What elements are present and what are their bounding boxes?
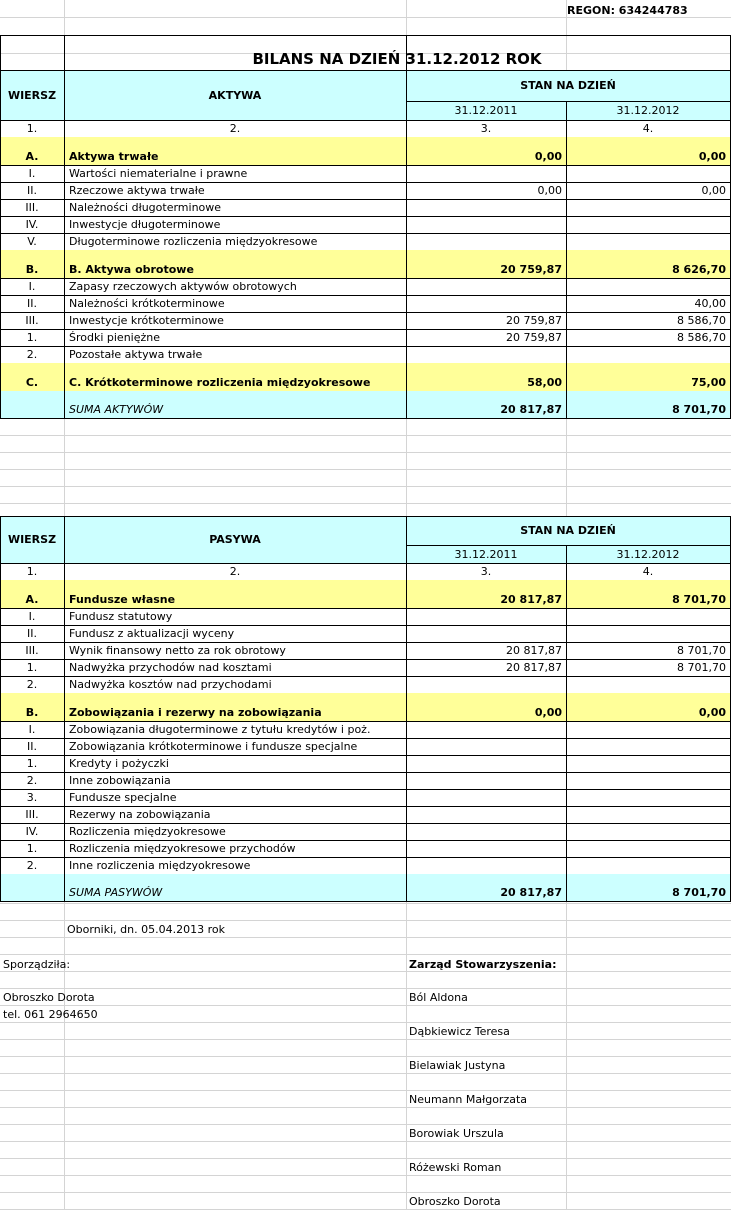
aktywa-row-value-2011 (406, 199, 566, 216)
pasywa-row-number: I. (28, 610, 36, 623)
pasywa-row-number: A. (25, 593, 39, 606)
pasywa-row-label: Wynik finansowy netto za rok obrotowy (69, 644, 286, 657)
page-title: BILANS NA DZIEŃ 31.12.2012 ROK (252, 50, 542, 68)
aktywa-sum-2012: 8 701,70 (672, 403, 726, 416)
pasywa-row-number: 2. (26, 678, 38, 691)
pasywa-row-value-2011 (406, 625, 566, 642)
pasywa-row-label: Zobowiązania długoterminowe z tytułu kredytów i poż. (69, 723, 371, 736)
board-member-name: Bielawiak Justyna (409, 1059, 506, 1072)
grid-line (0, 503, 731, 504)
pasywa-colnum: 4. (642, 565, 654, 578)
pasywa-row-value-2012 (566, 806, 730, 823)
pasywa-row-value-2012: 0,00 (698, 706, 726, 719)
board-member-name: Ból Aldona (409, 991, 468, 1004)
grid-line (0, 35, 731, 36)
aktywa-row-number: 1. (26, 331, 38, 344)
pasywa-row-value-2012 (566, 772, 730, 789)
board-member-name: Obroszko Dorota (409, 1195, 501, 1208)
pasywa-row-value-2012 (566, 625, 730, 642)
pasywa-header-stan: STAN NA DZIEŃ (520, 524, 616, 537)
aktywa-row-number: II. (27, 297, 37, 310)
pasywa-row-value-2011 (406, 789, 566, 806)
pasywa-row-label: Fundusz statutowy (69, 610, 173, 623)
pasywa-row-number: 3. (26, 791, 38, 804)
aktywa-row-value-2011 (406, 216, 566, 233)
aktywa-row-number: III. (25, 201, 39, 214)
aktywa-row-value-2012: 0,00 (701, 184, 726, 197)
aktywa-colnum: 4. (642, 122, 654, 135)
pasywa-row-value-2012 (566, 857, 730, 874)
aktywa-row-value-2012 (566, 216, 730, 233)
aktywa-row-value-2011 (406, 346, 566, 363)
aktywa-row-value-2011: 20 759,87 (506, 331, 562, 344)
aktywa-row-number: B. (25, 263, 39, 276)
aktywa-sum-label: SUMA AKTYWÓW (69, 403, 164, 416)
pasywa-row-label: Inne rozliczenia międzyokresowe (69, 859, 251, 872)
pasywa-header-date1: 31.12.2011 (454, 547, 518, 561)
aktywa-header-date2: 31.12.2012 (616, 104, 680, 117)
pasywa-row-value-2011 (406, 738, 566, 755)
pasywa-row-number: 2. (26, 859, 38, 872)
aktywa-row-value-2011: 0,00 (534, 150, 562, 163)
grid-line (566, 545, 567, 563)
board-member-name: Różewski Roman (409, 1161, 502, 1174)
aktywa-row-value-2012: 0,00 (698, 150, 726, 163)
pasywa-row-label: Inne zobowiązania (69, 774, 171, 787)
grid-line (0, 516, 731, 517)
pasywa-row-value-2011: 20 817,87 (506, 661, 562, 674)
aktywa-row-label: Wartości niematerialne i prawne (69, 167, 248, 180)
pasywa-colnum: 1. (26, 565, 38, 578)
grid-line (406, 545, 731, 546)
pasywa-row-value-2012 (566, 608, 730, 625)
pasywa-row-label: Rozliczenia międzyokresowe przychodów (69, 842, 296, 855)
aktywa-row-number: 2. (26, 348, 38, 361)
pasywa-row-label: Rezerwy na zobowiązania (69, 808, 211, 821)
pasywa-row-label: Fundusze własne (69, 593, 176, 606)
aktywa-row-label: Inwestycje długoterminowe (69, 218, 221, 231)
aktywa-row-value-2011: 20 759,87 (500, 263, 562, 276)
grid-line (0, 435, 731, 436)
grid-line (0, 70, 731, 71)
board-member-name: Borowiak Urszula (409, 1127, 504, 1140)
aktywa-row-label: Aktywa trwałe (69, 150, 159, 163)
aktywa-row-label: Należności długoterminowe (69, 201, 222, 214)
board-label: Zarząd Stowarzyszenia: (409, 958, 557, 971)
aktywa-row-value-2012: 8 586,70 (677, 314, 726, 327)
pasywa-row-value-2012 (566, 789, 730, 806)
aktywa-sum-2011: 20 817,87 (500, 403, 562, 416)
grid-line (0, 120, 731, 121)
preparer-name: Obroszko Dorota (3, 991, 95, 1004)
aktywa-row-value-2012 (566, 165, 730, 182)
pasywa-row-value-2012 (566, 676, 730, 693)
grid-line (0, 516, 1, 901)
board-member-name: Neumann Małgorzata (409, 1093, 528, 1106)
aktywa-row-value-2011 (406, 278, 566, 295)
grid-line (566, 101, 567, 120)
pasywa-row-label: Nadwyżka kosztów nad przychodami (69, 678, 272, 691)
aktywa-row-value-2012: 8 626,70 (672, 263, 726, 276)
pasywa-row-value-2011: 0,00 (534, 706, 562, 719)
pasywa-colnum: 2. (229, 565, 241, 578)
aktywa-row-number: V. (27, 235, 37, 248)
pasywa-row-value-2011 (406, 608, 566, 625)
grid-line (406, 101, 731, 102)
aktywa-row-label: Rzeczowe aktywa trwałe (69, 184, 205, 197)
pasywa-row-value-2011: 20 817,87 (500, 593, 562, 606)
pasywa-row-value-2012: 8 701,70 (672, 593, 726, 606)
board-member-name: Dąbkiewicz Teresa (409, 1025, 510, 1038)
pasywa-row-number: III. (25, 644, 39, 657)
aktywa-colnum: 3. (480, 122, 492, 135)
aktywa-row-label: Należności krótkoterminowe (69, 297, 225, 310)
aktywa-row-label: Środki pieniężne (69, 331, 161, 344)
pasywa-row-number: 1. (26, 842, 38, 855)
grid-line (0, 469, 731, 470)
pasywa-sum-2011: 20 817,87 (500, 886, 562, 899)
aktywa-row-label: Pozostałe aktywa trwałe (69, 348, 203, 361)
pasywa-row-value-2012 (566, 755, 730, 772)
grid-line (406, 35, 407, 418)
pasywa-row-number: II. (27, 627, 37, 640)
pasywa-row-label: Rozliczenia międzyokresowe (69, 825, 226, 838)
preparer-phone: tel. 061 2964650 (3, 1008, 98, 1021)
pasywa-row-number: III. (25, 808, 39, 821)
aktywa-row-number: A. (25, 150, 39, 163)
pasywa-row-number: 1. (26, 661, 38, 674)
pasywa-row-value-2011 (406, 840, 566, 857)
aktywa-row-label: Zapasy rzeczowych aktywów obrotowych (69, 280, 297, 293)
pasywa-row-value-2011: 20 817,87 (506, 644, 562, 657)
aktywa-header-name: AKTYWA (208, 88, 262, 102)
aktywa-colnum: 2. (229, 122, 241, 135)
pasywa-row-value-2012: 8 701,70 (677, 644, 726, 657)
prepared-by-label: Sporządziła: (3, 958, 71, 971)
pasywa-row-number: I. (28, 723, 36, 736)
pasywa-row-number: II. (27, 740, 37, 753)
pasywa-row-value-2012 (566, 840, 730, 857)
pasywa-header-date2: 31.12.2012 (616, 547, 680, 561)
aktywa-row-value-2012 (566, 346, 730, 363)
aktywa-row-label: Długoterminowe rozliczenia międzyokresowe (69, 235, 318, 248)
place-date: Oborniki, dn. 05.04.2013 rok (67, 923, 225, 936)
aktywa-row-number: C. (25, 376, 39, 389)
aktywa-row-number: III. (25, 314, 39, 327)
grid-line (0, 418, 731, 419)
aktywa-row-value-2011: 58,00 (527, 376, 562, 389)
aktywa-row-label: B. Aktywa obrotowe (69, 263, 194, 276)
aktywa-header-wiersz: WIERSZ (7, 88, 57, 102)
aktywa-header-stan: STAN NA DZIEŃ (520, 79, 616, 92)
pasywa-row-value-2011 (406, 676, 566, 693)
aktywa-header-date1: 31.12.2011 (454, 104, 518, 117)
aktywa-row-value-2011 (406, 295, 566, 312)
pasywa-row-value-2012: 8 701,70 (677, 661, 726, 674)
aktywa-row-value-2011 (406, 233, 566, 250)
aktywa-row-value-2012: 75,00 (691, 376, 726, 389)
pasywa-row-label: Zobowiązania i rezerwy na zobowiązania (69, 706, 322, 719)
aktywa-row-number: II. (27, 184, 37, 197)
aktywa-row-value-2012 (566, 278, 730, 295)
grid-line (0, 903, 731, 904)
aktywa-row-label: Inwestycje krótkoterminowe (69, 314, 224, 327)
pasywa-row-value-2012 (566, 823, 730, 840)
grid-line (406, 516, 407, 901)
pasywa-row-label: Zobowiązania krótkoterminowe i fundusze specjalne (69, 740, 358, 753)
pasywa-row-value-2012 (566, 721, 730, 738)
pasywa-row-label: Fundusze specjalne (69, 791, 177, 804)
aktywa-row-number: I. (28, 280, 36, 293)
regon-label: REGON: 634244783 (567, 3, 688, 17)
pasywa-row-number: 2. (26, 774, 38, 787)
aktywa-row-value-2012: 40,00 (694, 297, 726, 310)
pasywa-row-label: Fundusz z aktualizacji wyceny (69, 627, 235, 640)
grid-line (64, 35, 65, 418)
pasywa-row-value-2012 (566, 738, 730, 755)
pasywa-sum-label: SUMA PASYWÓW (69, 886, 163, 899)
aktywa-row-number: I. (28, 167, 36, 180)
grid-line (566, 563, 567, 901)
aktywa-row-label: C. Krótkoterminowe rozliczenia międzyokresowe (69, 376, 371, 389)
aktywa-row-value-2012 (566, 233, 730, 250)
pasywa-row-value-2011 (406, 823, 566, 840)
pasywa-row-number: 1. (26, 757, 38, 770)
pasywa-row-value-2011 (406, 806, 566, 823)
pasywa-row-value-2011 (406, 857, 566, 874)
aktywa-row-value-2011: 20 759,87 (506, 314, 562, 327)
grid-line (566, 120, 567, 418)
aktywa-row-number: IV. (25, 218, 39, 231)
aktywa-row-value-2011 (406, 165, 566, 182)
grid-line (0, 486, 731, 487)
grid-line (0, 901, 731, 902)
pasywa-colnum: 3. (480, 565, 492, 578)
pasywa-row-value-2011 (406, 755, 566, 772)
pasywa-header-name: PASYWA (209, 533, 261, 546)
grid-line (0, 35, 1, 418)
aktywa-row-value-2012: 8 586,70 (677, 331, 726, 344)
grid-line (0, 954, 731, 955)
aktywa-colnum: 1. (26, 122, 38, 135)
pasywa-row-number: B. (25, 706, 39, 719)
aktywa-row-value-2011: 0,00 (537, 184, 562, 197)
pasywa-row-value-2011 (406, 772, 566, 789)
pasywa-row-number: IV. (25, 825, 39, 838)
pasywa-row-label: Nadwyżka przychodów nad kosztami (69, 661, 272, 674)
pasywa-header-wiersz: WIERSZ (7, 533, 57, 546)
grid-line (0, 563, 731, 564)
pasywa-row-value-2011 (406, 721, 566, 738)
pasywa-row-label: Kredyty i pożyczki (69, 757, 169, 770)
grid-line (64, 516, 65, 901)
pasywa-sum-2012: 8 701,70 (672, 886, 726, 899)
grid-line (0, 452, 731, 453)
aktywa-row-value-2012 (566, 199, 730, 216)
